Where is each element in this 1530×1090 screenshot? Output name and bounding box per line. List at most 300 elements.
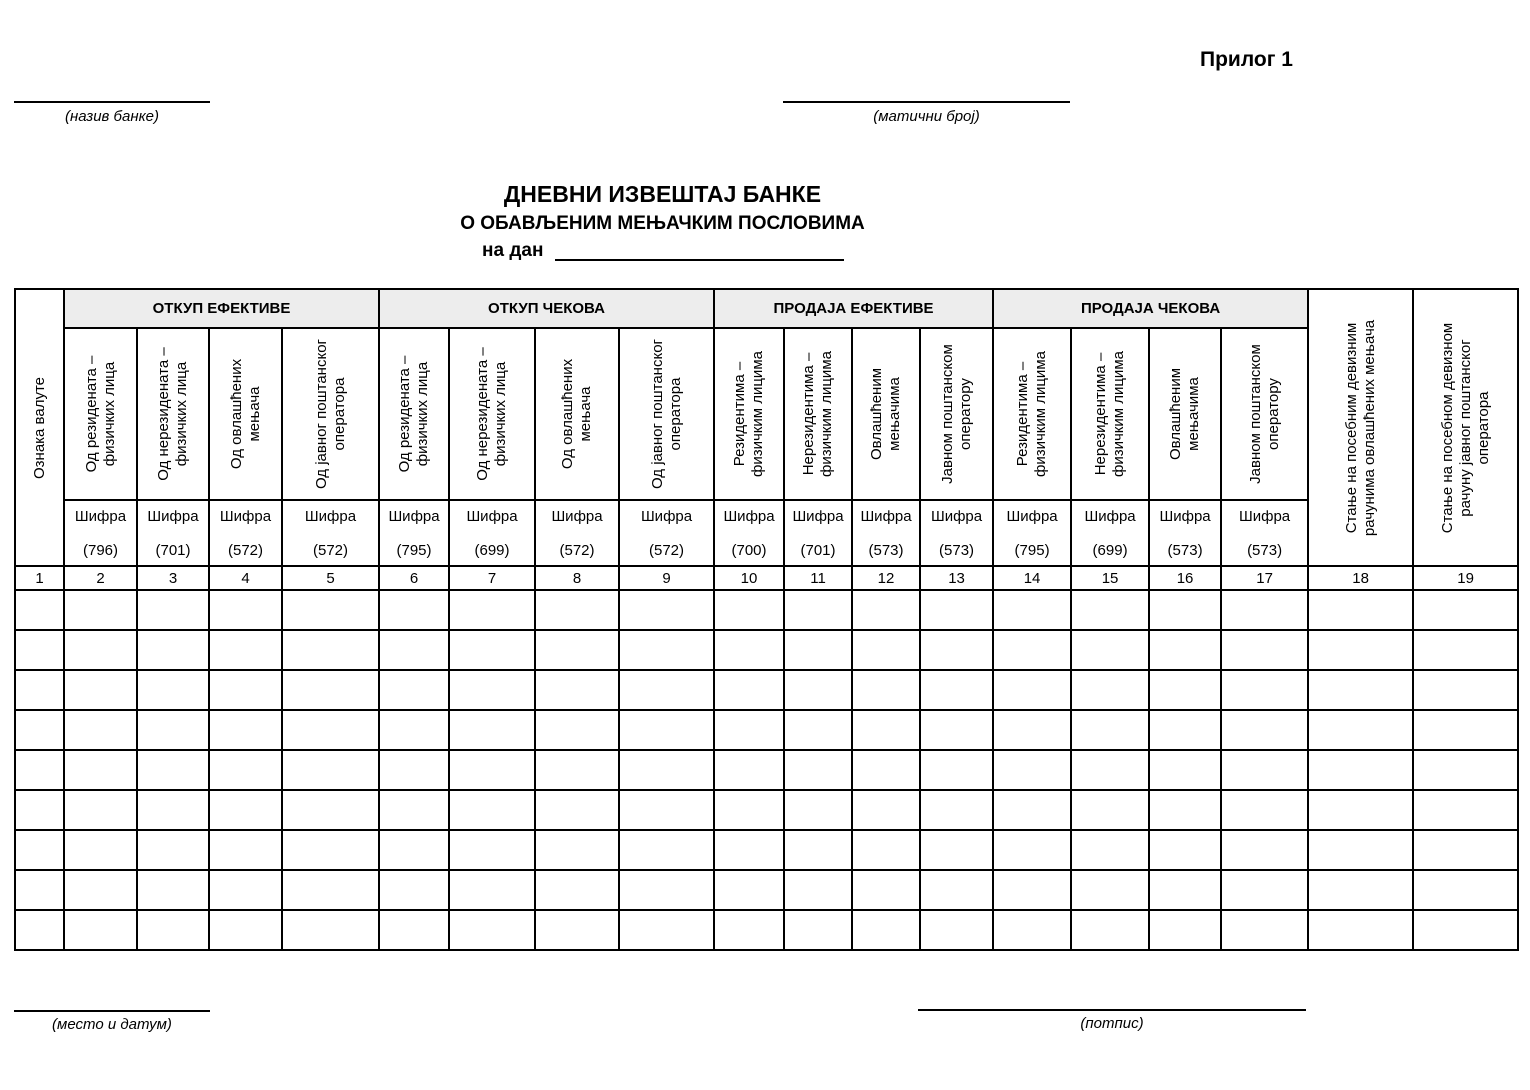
column-number: 17 (1221, 566, 1308, 590)
entry-cell[interactable] (15, 830, 64, 870)
entry-cell[interactable] (1221, 630, 1308, 670)
entry-cell[interactable] (379, 750, 449, 790)
signature-line (918, 1009, 1306, 1011)
entry-cell[interactable] (852, 630, 920, 670)
entry-cell[interactable] (852, 670, 920, 710)
entry-cell[interactable] (1308, 750, 1413, 790)
entry-cell[interactable] (379, 790, 449, 830)
entry-cell[interactable] (137, 870, 209, 910)
entry-cell[interactable] (209, 870, 282, 910)
entry-cell[interactable] (1071, 910, 1149, 950)
entry-cell[interactable] (619, 870, 714, 910)
column-number: 9 (619, 566, 714, 590)
entry-cell[interactable] (852, 710, 920, 750)
entry-cell[interactable] (64, 710, 137, 750)
entry-cell[interactable] (449, 630, 535, 670)
exchange-report-table (14, 288, 1519, 951)
entry-cell[interactable] (1221, 710, 1308, 750)
entry-cell[interactable] (379, 630, 449, 670)
entry-cell[interactable] (379, 870, 449, 910)
entry-cell[interactable] (64, 670, 137, 710)
subcolumn-header (784, 328, 852, 500)
entry-cell[interactable] (64, 590, 137, 630)
code-cell (1221, 500, 1308, 566)
entry-cell[interactable] (920, 670, 993, 710)
entry-cell[interactable] (64, 750, 137, 790)
code-cell (852, 500, 920, 566)
registration-number-caption: (матични број) (873, 108, 980, 125)
entry-cell[interactable] (137, 790, 209, 830)
code-value: (572) (227, 541, 264, 559)
column-number: 6 (379, 566, 449, 590)
subcolumn-label: Од нерезидената – физичких лица (474, 347, 510, 481)
entry-cell[interactable] (784, 710, 852, 750)
entry-cell[interactable] (535, 870, 619, 910)
entry-cell[interactable] (1071, 870, 1149, 910)
entry-cell[interactable] (137, 750, 209, 790)
entry-cell[interactable] (535, 590, 619, 630)
entry-cell[interactable] (15, 870, 64, 910)
subcolumn-label: Од резидената – физичких лица (82, 355, 118, 473)
subcolumn-header (920, 328, 993, 500)
entry-cell[interactable] (535, 790, 619, 830)
entry-cell[interactable] (1308, 670, 1413, 710)
column-number: 13 (920, 566, 993, 590)
entry-cell[interactable] (920, 750, 993, 790)
entry-cell[interactable] (784, 670, 852, 710)
entry-cell[interactable] (535, 630, 619, 670)
place-date-line (14, 1010, 210, 1012)
entry-cell[interactable] (15, 590, 64, 630)
entry-cell[interactable] (1221, 590, 1308, 630)
entry-cell[interactable] (1413, 830, 1518, 870)
entry-cell[interactable] (1149, 830, 1221, 870)
entry-cell[interactable] (449, 790, 535, 830)
place-date-caption: (место и датум) (52, 1016, 172, 1033)
code-cell (64, 500, 137, 566)
entry-cell[interactable] (1071, 790, 1149, 830)
entry-cell[interactable] (209, 710, 282, 750)
code-cell (920, 500, 993, 566)
entry-cell[interactable] (920, 830, 993, 870)
entry-cell[interactable] (993, 910, 1071, 950)
balance-postal-header (1413, 289, 1518, 566)
entry-cell[interactable] (15, 670, 64, 710)
code-value: (573) (1247, 541, 1283, 559)
code-label: Шифра (792, 507, 844, 525)
entry-cell[interactable] (784, 870, 852, 910)
entry-cell[interactable] (282, 630, 379, 670)
code-cell (993, 500, 1071, 566)
entry-cell[interactable] (1308, 590, 1413, 630)
subcolumn-header (1221, 328, 1308, 500)
code-label: Шифра (466, 507, 518, 525)
code-cell (714, 500, 784, 566)
code-label: Шифра (930, 507, 983, 525)
entry-cell[interactable] (1413, 670, 1518, 710)
code-label: Шифра (304, 507, 357, 525)
subcolumn-header (209, 328, 282, 500)
code-value: (572) (559, 541, 595, 559)
subcolumn-header (852, 328, 920, 500)
code-value: (572) (312, 541, 349, 559)
entry-cell[interactable] (1221, 670, 1308, 710)
group-sale-checks: ПРОДАЈА ЧЕКОВА (993, 289, 1308, 328)
report-date-line (555, 259, 844, 261)
subcolumn-header (714, 328, 784, 500)
code-cell (209, 500, 282, 566)
entry-cell[interactable] (535, 710, 619, 750)
entry-cell[interactable] (15, 910, 64, 950)
table-row (15, 590, 1518, 630)
entry-cell[interactable] (1149, 910, 1221, 950)
entry-cell[interactable] (784, 790, 852, 830)
subcolumn-header (449, 328, 535, 500)
entry-cell[interactable] (1071, 670, 1149, 710)
balance-exchangers-label: Стање на посебним девизним рачунима овлашћених мењача (1342, 319, 1378, 536)
entry-cell[interactable] (619, 710, 714, 750)
entry-cell[interactable] (282, 710, 379, 750)
entry-cell[interactable] (1413, 710, 1518, 750)
column-number: 10 (714, 566, 784, 590)
column-number: 19 (1413, 566, 1518, 590)
code-label: Шифра (1084, 507, 1136, 525)
column-number: 8 (535, 566, 619, 590)
entry-cell[interactable] (1308, 870, 1413, 910)
entry-cell[interactable] (535, 670, 619, 710)
subcolumn-label: Овлашћеним мењачима (868, 367, 904, 461)
subcolumn-label: Од резидената – физичких лица (396, 355, 432, 473)
entry-cell[interactable] (619, 630, 714, 670)
group-sale-cash: ПРОДАЈА ЕФЕКТИВЕ (714, 289, 993, 328)
entry-cell[interactable] (714, 710, 784, 750)
column-number: 14 (993, 566, 1071, 590)
entry-cell[interactable] (714, 870, 784, 910)
code-label: Шифра (723, 507, 775, 525)
entry-cell[interactable] (209, 910, 282, 950)
code-label: Шифра (551, 507, 603, 525)
entry-cell[interactable] (920, 630, 993, 670)
entry-cell[interactable] (1071, 710, 1149, 750)
entry-cell[interactable] (619, 790, 714, 830)
group-header-row (15, 289, 1518, 328)
entry-cell[interactable] (1308, 830, 1413, 870)
code-value: (701) (155, 541, 191, 559)
subcolumn-header (137, 328, 209, 500)
entry-cell[interactable] (1221, 830, 1308, 870)
subcolumn-label: Нерезидентима – физичким лицима (1092, 351, 1128, 477)
code-value: (699) (1092, 541, 1128, 559)
subcolumn-label: Од нерезидената – физичких лица (155, 347, 190, 481)
subcolumn-header (64, 328, 137, 500)
subcolumn-header (535, 328, 619, 500)
entry-cell[interactable] (619, 750, 714, 790)
balance-postal-label: Стање на посебном девизном рачуну јавног поштанског оператора (1438, 322, 1492, 533)
entry-cell[interactable] (209, 830, 282, 870)
entry-cell[interactable] (64, 870, 137, 910)
subcolumn-header (993, 328, 1071, 500)
entry-cell[interactable] (1149, 590, 1221, 630)
entry-cell[interactable] (449, 590, 535, 630)
column-number: 4 (209, 566, 282, 590)
entry-cell[interactable] (852, 750, 920, 790)
entry-cell[interactable] (993, 790, 1071, 830)
signature-caption: (потпис) (1080, 1015, 1144, 1032)
entry-cell[interactable] (920, 710, 993, 750)
entry-cell[interactable] (852, 590, 920, 630)
subcolumn-header (1071, 328, 1149, 500)
code-label: Шифра (1006, 507, 1058, 525)
group-purchase-cash: ОТКУП ЕФЕКТИВЕ (64, 289, 379, 328)
entry-cell[interactable] (282, 870, 379, 910)
subcolumn-label: Од овлашћених мењача (227, 358, 263, 470)
entry-cell[interactable] (282, 910, 379, 950)
entry-cell[interactable] (15, 750, 64, 790)
entry-cell[interactable] (535, 830, 619, 870)
entry-cell[interactable] (993, 750, 1071, 790)
entry-cell[interactable] (535, 750, 619, 790)
entry-cell[interactable] (714, 750, 784, 790)
entry-cell[interactable] (714, 910, 784, 950)
column-number-row (15, 566, 1518, 590)
entry-cell[interactable] (15, 630, 64, 670)
subheader-row (15, 328, 1518, 500)
code-cell (1149, 500, 1221, 566)
table-row (15, 830, 1518, 870)
entry-cell[interactable] (920, 870, 993, 910)
code-label: Шифра (219, 507, 272, 525)
entry-cell[interactable] (1413, 590, 1518, 630)
entry-cell[interactable] (282, 830, 379, 870)
entry-cell[interactable] (920, 910, 993, 950)
entry-cell[interactable] (209, 590, 282, 630)
column-number: 5 (282, 566, 379, 590)
entry-cell[interactable] (1221, 910, 1308, 950)
subcolumn-header (379, 328, 449, 500)
subcolumn-label: Од јавног поштанског оператора (648, 338, 684, 490)
entry-cell[interactable] (1071, 830, 1149, 870)
entry-cell[interactable] (1149, 710, 1221, 750)
column-number: 18 (1308, 566, 1413, 590)
balance-exchangers-header (1308, 289, 1413, 566)
entry-cell[interactable] (714, 590, 784, 630)
entry-cell[interactable] (1413, 790, 1518, 830)
report-date-label: на дан (482, 240, 544, 261)
bank-name-caption: (назив банке) (64, 108, 160, 125)
code-cell (784, 500, 852, 566)
column-number: 1 (15, 566, 64, 590)
entry-cell[interactable] (619, 910, 714, 950)
entry-cell[interactable] (64, 910, 137, 950)
entry-cell[interactable] (282, 670, 379, 710)
entry-cell[interactable] (449, 910, 535, 950)
entry-cell[interactable] (379, 710, 449, 750)
entry-cell[interactable] (209, 630, 282, 670)
entry-cell[interactable] (64, 790, 137, 830)
code-value: (795) (1014, 541, 1050, 559)
column-number: 15 (1071, 566, 1149, 590)
entry-cell[interactable] (1071, 590, 1149, 630)
entry-cell[interactable] (64, 630, 137, 670)
entry-cell[interactable] (1308, 630, 1413, 670)
entry-cell[interactable] (137, 830, 209, 870)
entry-cell[interactable] (619, 830, 714, 870)
entry-cell[interactable] (1221, 750, 1308, 790)
entry-cell[interactable] (920, 790, 993, 830)
entry-cell[interactable] (15, 790, 64, 830)
entry-cell[interactable] (852, 790, 920, 830)
entry-cell[interactable] (920, 590, 993, 630)
entry-cell[interactable] (1413, 750, 1518, 790)
entry-cell[interactable] (1071, 630, 1149, 670)
entry-cell[interactable] (852, 870, 920, 910)
entry-cell[interactable] (714, 790, 784, 830)
entry-cell[interactable] (209, 750, 282, 790)
registration-number-line (783, 101, 1070, 103)
entry-cell[interactable] (993, 710, 1071, 750)
entry-cell[interactable] (1308, 910, 1413, 950)
entry-cell[interactable] (535, 910, 619, 950)
entry-cell[interactable] (1413, 910, 1518, 950)
entry-cell[interactable] (137, 590, 209, 630)
code-value: (795) (396, 541, 432, 559)
table-row (15, 670, 1518, 710)
currency-column-header (15, 289, 64, 566)
column-number: 2 (64, 566, 137, 590)
table-row (15, 910, 1518, 950)
code-value: (796) (82, 541, 119, 559)
entry-cell[interactable] (449, 710, 535, 750)
code-row (15, 500, 1518, 566)
entry-cell[interactable] (282, 590, 379, 630)
code-value: (572) (649, 541, 685, 559)
table-row (15, 790, 1518, 830)
code-cell (449, 500, 535, 566)
entry-cell[interactable] (784, 590, 852, 630)
subcolumn-label: Од јавног поштанског оператора (312, 338, 348, 490)
entry-cell[interactable] (993, 670, 1071, 710)
entry-cell[interactable] (1149, 630, 1221, 670)
entry-cell[interactable] (852, 910, 920, 950)
entry-cell[interactable] (64, 830, 137, 870)
entry-cell[interactable] (714, 670, 784, 710)
entry-cell[interactable] (379, 590, 449, 630)
entry-cell[interactable] (449, 750, 535, 790)
entry-cell[interactable] (714, 830, 784, 870)
entry-cell[interactable] (1221, 870, 1308, 910)
entry-cell[interactable] (137, 910, 209, 950)
code-label: Шифра (74, 507, 127, 525)
entry-cell[interactable] (714, 630, 784, 670)
entry-cell[interactable] (1149, 750, 1221, 790)
code-label: Шифра (860, 507, 912, 525)
entry-cell[interactable] (282, 790, 379, 830)
code-label: Шифра (1159, 507, 1211, 525)
code-label: Шифра (388, 507, 440, 525)
entry-cell[interactable] (1149, 790, 1221, 830)
entry-cell[interactable] (379, 670, 449, 710)
entry-cell[interactable] (1413, 870, 1518, 910)
group-purchase-checks: ОТКУП ЧЕКОВА (379, 289, 714, 328)
subcolumn-label: Јавном поштанском оператору (938, 344, 974, 484)
entry-cell[interactable] (137, 630, 209, 670)
entry-cell[interactable] (852, 830, 920, 870)
entry-cell[interactable] (1413, 630, 1518, 670)
entry-cell[interactable] (1221, 790, 1308, 830)
entry-cell[interactable] (449, 870, 535, 910)
table-row (15, 710, 1518, 750)
table-row (15, 870, 1518, 910)
annex-label: Прилог 1 (1200, 48, 1293, 71)
entry-cell[interactable] (1149, 870, 1221, 910)
entry-cell[interactable] (15, 710, 64, 750)
entry-cell[interactable] (449, 670, 535, 710)
entry-cell[interactable] (619, 670, 714, 710)
column-number: 12 (852, 566, 920, 590)
entry-cell[interactable] (993, 830, 1071, 870)
entry-cell[interactable] (379, 830, 449, 870)
subcolumn-label: Од овлашћених мењача (559, 358, 595, 470)
entry-cell[interactable] (137, 710, 209, 750)
subcolumn-header (1149, 328, 1221, 500)
subcolumn-label: Овлашћеним мењачима (1167, 367, 1203, 461)
report-subtitle: О ОБАВЉЕНИМ МЕЊАЧКИМ ПОСЛОВИМА (460, 213, 865, 234)
entry-cell[interactable] (619, 590, 714, 630)
subcolumn-header (282, 328, 379, 500)
entry-cell[interactable] (209, 670, 282, 710)
entry-cell[interactable] (993, 590, 1071, 630)
code-value: (573) (939, 541, 975, 559)
entry-cell[interactable] (784, 630, 852, 670)
entry-cell[interactable] (137, 670, 209, 710)
subcolumn-label: Резидентима – физичким лицима (731, 351, 767, 477)
entry-cell[interactable] (1149, 670, 1221, 710)
entry-cell[interactable] (379, 910, 449, 950)
table-row (15, 630, 1518, 670)
column-number: 16 (1149, 566, 1221, 590)
code-cell (137, 500, 209, 566)
column-number: 11 (784, 566, 852, 590)
entry-cell[interactable] (209, 790, 282, 830)
code-label: Шифра (147, 507, 199, 525)
code-cell (1071, 500, 1149, 566)
bank-name-line (14, 101, 210, 103)
entry-cell[interactable] (784, 910, 852, 950)
entry-cell[interactable] (784, 750, 852, 790)
column-number: 7 (449, 566, 535, 590)
code-value: (701) (800, 541, 836, 559)
entry-cell[interactable] (993, 630, 1071, 670)
code-cell (379, 500, 449, 566)
entry-cell[interactable] (1071, 750, 1149, 790)
subcolumn-label: Јавном поштанском оператору (1246, 344, 1282, 484)
subcolumn-header (619, 328, 714, 500)
entry-cell[interactable] (1308, 790, 1413, 830)
column-number: 3 (137, 566, 209, 590)
entry-cell[interactable] (449, 830, 535, 870)
entry-cell[interactable] (1308, 710, 1413, 750)
subcolumn-label: Нерезидентима – физичким лицима (800, 351, 836, 477)
entry-cell[interactable] (784, 830, 852, 870)
entry-cell[interactable] (993, 870, 1071, 910)
subcolumn-label: Резидентима – физичким лицима (1014, 351, 1050, 477)
code-cell (535, 500, 619, 566)
table-row (15, 750, 1518, 790)
code-value: (700) (731, 541, 767, 559)
currency-column-label: Ознака валуте (30, 376, 48, 479)
code-value: (699) (474, 541, 510, 559)
entry-cell[interactable] (282, 750, 379, 790)
